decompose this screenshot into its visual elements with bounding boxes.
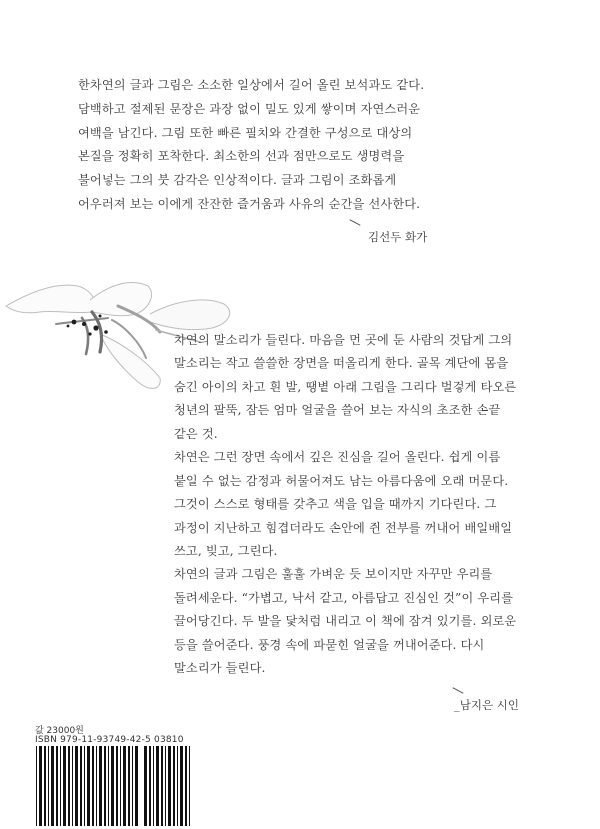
- blurb-2-line: 차연의 글과 그림은 훌훌 가벼운 듯 보이지만 자꾸만 우리를: [174, 567, 493, 582]
- blurb-2-line: 같은 것.: [174, 426, 218, 441]
- signature-dash: [452, 687, 463, 694]
- barcode-bar: [189, 746, 190, 826]
- signature-dash: [349, 219, 360, 226]
- barcode-bar: [75, 746, 78, 826]
- blurb-2-line: 붙일 수 없는 감정과 허물어져도 남는 아름다움에 오래 머문다.: [174, 473, 509, 488]
- price-label: 값 23000원: [35, 726, 84, 736]
- barcode-bar: [80, 746, 82, 826]
- blurb-2-line: 돌려세운다. “가볍고, 낙서 같고, 아름답고 진심인 것”이 우리를: [174, 590, 514, 605]
- barcode-bar: [165, 746, 166, 826]
- blurb-1-line: 한차연의 글과 그림은 소소한 일상에서 길어 올린 보석과도 같다.: [78, 78, 425, 92]
- barcode-bar: [72, 746, 73, 826]
- barcode-bar: [84, 746, 85, 826]
- blurb-2-line: 숨긴 아이의 차고 흰 발, 땡볕 아래 그림을 그리다 벌겋게 타오른: [174, 379, 517, 394]
- barcode-bar: [92, 746, 94, 826]
- blurb-1-signature: 김선두 화가: [368, 230, 428, 244]
- barcode-bar: [36, 746, 37, 826]
- blurb-2: [174, 329, 534, 681]
- barcode-bar: [161, 746, 163, 826]
- blurb-2-line: 말소리는 작고 쓸쓸한 장면을 떠올리게 한다. 골목 계단에 몸을: [174, 356, 509, 371]
- barcode-bar: [99, 746, 102, 826]
- barcode-bar: [51, 746, 54, 826]
- barcode-bar: [48, 746, 49, 826]
- barcode-bar: [87, 746, 90, 826]
- barcode-bar: [111, 746, 114, 826]
- blurb-2-line: 차연의 말소리가 들린다. 마음을 먼 곳에 둔 사람의 것답게 그의: [174, 333, 513, 347]
- blurb-1-line: 담백하고 절제된 문장은 과장 없이 밀도 있게 쌓이며 자연스러운: [78, 101, 421, 116]
- barcode-bar: [104, 746, 106, 826]
- barcode-bar: [185, 746, 187, 826]
- isbn-barcode: [36, 746, 138, 826]
- blurb-1: [78, 74, 518, 217]
- barcode-bar: [177, 746, 178, 826]
- blurb-2-line: 그것이 스스로 형태를 갖추고 색을 입을 때까지 기다린다. 그: [174, 497, 497, 512]
- blurb-2-line: 청년의 팔뚝, 잠든 엄마 얼굴을 쓸어 보는 자식의 초조한 손끝: [174, 403, 501, 418]
- addon-barcode: [144, 746, 194, 826]
- barcode-bar: [68, 746, 70, 826]
- blurb-1-line: 불어넣는 그의 붓 감각은 인상적이다. 글과 그림이 조화롭게: [78, 173, 397, 188]
- barcode-bar: [116, 746, 118, 826]
- barcode-bar: [96, 746, 97, 826]
- barcode-bar: [149, 746, 151, 826]
- barcode-bar: [156, 746, 159, 826]
- blurb-1-line: 본질을 정확히 포착한다. 최소한의 선과 점만으로도 생명력을: [78, 149, 405, 164]
- barcode-bar: [168, 746, 171, 826]
- barcode-bar: [135, 746, 138, 826]
- barcode-bar: [132, 746, 133, 826]
- blurb-2-line: 말소리가 들린다.: [174, 661, 266, 676]
- blurb-1-line: 어우러져 보는 이에게 잔잔한 즐거움과 사유의 순간을 선사한다.: [78, 196, 421, 211]
- barcode-bar: [144, 746, 147, 826]
- blurb-2-line: 과정이 지난하고 힘겹더라도 손안에 쥔 전부를 꺼내어 배일배일: [174, 520, 513, 535]
- barcode-bar: [39, 746, 42, 826]
- blurb-2-signature: _남지은 시인: [454, 698, 519, 712]
- barcode-bar: [128, 746, 130, 826]
- barcode-bar: [180, 746, 183, 826]
- barcode-bar: [44, 746, 46, 826]
- barcode-bar: [123, 746, 126, 826]
- blurb-2-line: 쓰고, 빚고, 그린다.: [174, 543, 278, 558]
- barcode-bar: [108, 746, 109, 826]
- barcode-bar: [173, 746, 175, 826]
- barcode-bar: [120, 746, 121, 826]
- blurb-1-line: 여백을 남긴다. 그림 또한 빠른 필치와 간결한 구성으로 대상의: [78, 125, 413, 140]
- barcode-bar: [60, 746, 61, 826]
- isbn-label: ISBN 979-11-93749-42-5 03810: [35, 735, 184, 745]
- barcode-bar: [153, 746, 154, 826]
- blurb-2-line: 끌어당긴다. 두 발을 닻처럼 내리고 이 책에 잠겨 있기를. 외로운: [174, 614, 517, 629]
- blurb-2-line: 등을 쓸어준다. 풍경 속에 파묻힌 얼굴을 꺼내어준다. 다시: [174, 637, 485, 652]
- barcode-bar: [56, 746, 58, 826]
- blurb-2-line: 차연은 그런 장면 속에서 깊은 진심을 길어 올린다. 쉽게 이름: [174, 450, 501, 465]
- barcode-bar: [63, 746, 66, 826]
